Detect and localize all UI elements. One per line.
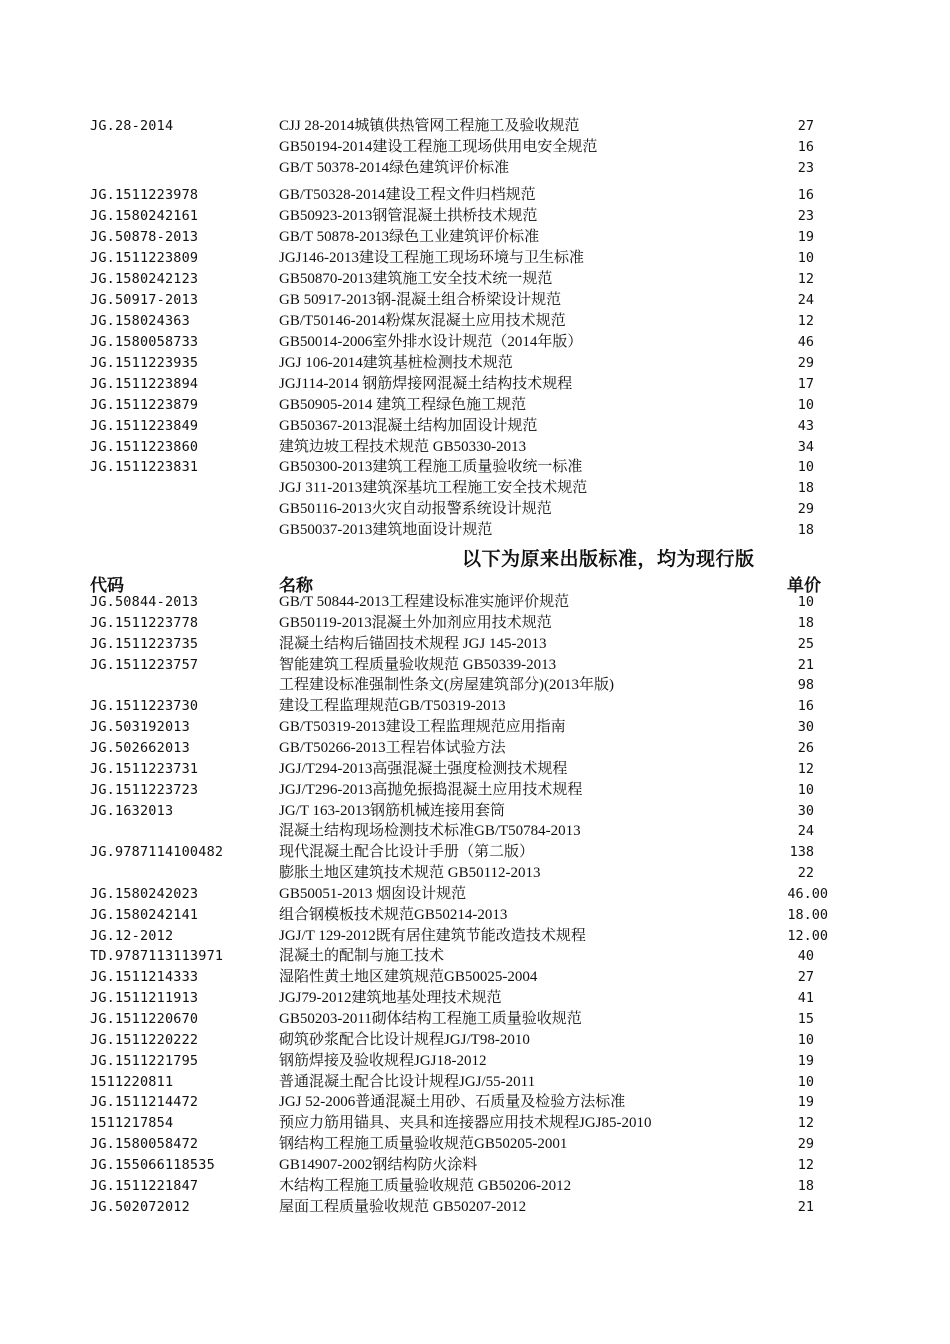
row-code: JG.1511223831 xyxy=(90,459,199,475)
row-price: 19 xyxy=(797,1094,814,1110)
row-title: GB50116-2013火灾自动报警系统设计规范 xyxy=(279,501,552,517)
row-price: 23 xyxy=(797,160,814,176)
row-price: 22 xyxy=(797,865,814,881)
row-price: 29 xyxy=(797,501,814,517)
table-row xyxy=(0,499,950,520)
row-title: GB50300-2013建筑工程施工质量验收统一标准 xyxy=(279,459,583,475)
row-code: JG.1511223735 xyxy=(90,636,199,652)
row-price: 10 xyxy=(797,250,814,266)
row-code: TD.9787113113971 xyxy=(90,948,224,964)
row-title: 钢结构工程施工质量验收规范GB50205-2001 xyxy=(279,1136,568,1152)
row-code: JG.503192013 xyxy=(90,719,190,735)
table-row xyxy=(0,248,950,269)
row-code: JG.158024363 xyxy=(90,313,190,329)
row-price: 30 xyxy=(797,719,814,735)
table-row xyxy=(0,374,950,395)
row-title: 钢筋焊接及验收规程JGJ18-2012 xyxy=(279,1053,487,1069)
row-code: JG.1511223849 xyxy=(90,418,199,434)
row-title: JGJ146-2013建设工程施工现场环境与卫生标准 xyxy=(279,250,585,266)
row-title: GB/T50328-2014建设工程文件归档规范 xyxy=(279,187,536,203)
row-title: GB50119-2013混凝土外加剂应用技术规范 xyxy=(279,615,552,631)
row-title: 工程建设标准强制性条文(房屋建筑部分)(2013年版) xyxy=(279,677,614,693)
table-row xyxy=(0,675,950,696)
row-code: JG.502072012 xyxy=(90,1199,190,1215)
row-title: GB50905-2014 建筑工程绿色施工规范 xyxy=(279,397,527,413)
row-price: 18 xyxy=(797,615,814,631)
row-price: 34 xyxy=(797,439,814,455)
table-row xyxy=(0,269,950,290)
table-row xyxy=(0,1009,950,1030)
row-code: JG.28-2014 xyxy=(90,118,174,134)
row-code: JG.1580242161 xyxy=(90,208,199,224)
row-price: 10 xyxy=(797,459,814,475)
table-row xyxy=(0,842,950,863)
row-code: JG.1511223935 xyxy=(90,355,199,371)
row-title: 建筑边坡工程技术规范 GB50330-2013 xyxy=(279,439,527,455)
row-code: JG.155066118535 xyxy=(90,1157,215,1173)
row-code: JG.1511214472 xyxy=(90,1094,199,1110)
row-code: JG.1580242123 xyxy=(90,271,199,287)
row-title: 湿陷性黄土地区建筑规范GB50025-2004 xyxy=(279,969,538,985)
row-title: GB50870-2013建筑施工安全技术统一规范 xyxy=(279,271,553,287)
row-price: 12.00 xyxy=(787,928,828,944)
row-code: JG.1511223978 xyxy=(90,187,199,203)
table-row xyxy=(0,311,950,332)
row-code: JG.1580242141 xyxy=(90,907,199,923)
row-price: 18 xyxy=(797,522,814,538)
row-code: JG.1511223809 xyxy=(90,250,199,266)
row-price: 16 xyxy=(797,139,814,155)
row-price: 12 xyxy=(797,271,814,287)
row-price: 21 xyxy=(797,1199,814,1215)
row-title: 预应力筋用锚具、夹具和连接器应用技术规程JGJ85-2010 xyxy=(279,1115,652,1131)
row-price: 21 xyxy=(797,657,814,673)
row-price: 40 xyxy=(797,948,814,964)
row-code: JG.1580058733 xyxy=(90,334,199,350)
row-title: JGJ/T296-2013高抛免振捣混凝土应用技术规程 xyxy=(279,782,583,798)
row-price: 43 xyxy=(797,418,814,434)
table-row xyxy=(0,478,950,499)
table-row xyxy=(0,592,950,613)
row-price: 138 xyxy=(789,844,814,860)
row-code: JG.1580242023 xyxy=(90,886,199,902)
row-code: JG.1511223879 xyxy=(90,397,199,413)
table-row xyxy=(0,613,950,634)
row-title: JG/T 163-2013钢筋机械连接用套筒 xyxy=(279,803,505,819)
table-row xyxy=(0,780,950,801)
row-code: JG.1511214333 xyxy=(90,969,199,985)
row-price: 24 xyxy=(797,823,814,839)
table-row xyxy=(0,158,950,179)
row-price: 15 xyxy=(797,1011,814,1027)
row-code: 1511217854 xyxy=(90,1115,174,1131)
table-row xyxy=(0,821,950,842)
row-code: JG.1511221847 xyxy=(90,1178,199,1194)
table-row xyxy=(0,884,950,905)
table-row xyxy=(0,738,950,759)
row-code: JG.1511223731 xyxy=(90,761,199,777)
row-title: 膨胀土地区建筑技术规范 GB50112-2013 xyxy=(279,865,541,881)
row-price: 16 xyxy=(797,187,814,203)
row-code: JG.1511221795 xyxy=(90,1053,199,1069)
table-row xyxy=(0,801,950,822)
table-row xyxy=(0,696,950,717)
row-price: 26 xyxy=(797,740,814,756)
table-row xyxy=(0,1197,950,1218)
row-price: 12 xyxy=(797,761,814,777)
table-row xyxy=(0,1072,950,1093)
table-row xyxy=(0,988,950,1009)
row-title: GB/T50146-2014粉煤灰混凝土应用技术规范 xyxy=(279,313,566,329)
row-code: JG.1632013 xyxy=(90,803,174,819)
row-price: 18.00 xyxy=(787,907,828,923)
row-title: GB/T 50878-2013绿色工业建筑评价标准 xyxy=(279,229,540,245)
row-price: 29 xyxy=(797,355,814,371)
table-row xyxy=(0,416,950,437)
row-title: 智能建筑工程质量验收规范 GB50339-2013 xyxy=(279,657,557,673)
row-price: 18 xyxy=(797,480,814,496)
row-code: JG.1511220222 xyxy=(90,1032,199,1048)
table-row xyxy=(0,1051,950,1072)
table-row xyxy=(0,353,950,374)
row-price: 18 xyxy=(797,1178,814,1194)
table-row xyxy=(0,967,950,988)
row-price: 10 xyxy=(797,1074,814,1090)
table-row xyxy=(0,863,950,884)
row-price: 10 xyxy=(797,1032,814,1048)
table-row xyxy=(0,1113,950,1134)
table-row xyxy=(0,137,950,158)
table-row xyxy=(0,520,950,541)
row-title: 屋面工程质量验收规范 GB50207-2012 xyxy=(279,1199,527,1215)
row-code: JG.1511220670 xyxy=(90,1011,199,1027)
row-title: GB50014-2006室外排水设计规范（2014年版） xyxy=(279,334,583,350)
row-title: GB/T 50378-2014绿色建筑评价标准 xyxy=(279,160,510,176)
row-price: 24 xyxy=(797,292,814,308)
row-price: 10 xyxy=(797,782,814,798)
row-title: GB50203-2011砌体结构工程施工质量验收规范 xyxy=(279,1011,582,1027)
row-code: JG.1511223723 xyxy=(90,782,199,798)
table-row xyxy=(0,227,950,248)
row-title: JGJ 106-2014建筑基桩检测技术规范 xyxy=(279,355,513,371)
row-title: 砌筑砂浆配合比设计规程JGJ/T98-2010 xyxy=(279,1032,530,1048)
row-code: JG.12-2012 xyxy=(90,928,174,944)
row-code: 1511220811 xyxy=(90,1074,174,1090)
row-title: 建设工程监理规范GB/T50319-2013 xyxy=(279,698,506,714)
row-title: JGJ/T294-2013高强混凝土强度检测技术规程 xyxy=(279,761,568,777)
row-price: 27 xyxy=(797,969,814,985)
row-title: JGJ 52-2006普通混凝土用砂、石质量及检验方法标准 xyxy=(279,1094,626,1110)
row-title: JGJ/T 129-2012既有居住建筑节能改造技术规程 xyxy=(279,928,586,944)
row-title: 现代混凝土配合比设计手册（第二版） xyxy=(279,844,535,860)
table-row xyxy=(0,206,950,227)
row-price: 19 xyxy=(797,229,814,245)
row-title: JGJ79-2012建筑地基处理技术规范 xyxy=(279,990,502,1006)
table-row xyxy=(0,946,950,967)
row-title: JGJ114-2014 钢筋焊接网混凝土结构技术规程 xyxy=(279,376,573,392)
row-title: 混凝土结构后锚固技术规程 JGJ 145-2013 xyxy=(279,636,547,652)
row-code: JG.50844-2013 xyxy=(90,594,199,610)
table-row xyxy=(0,185,950,206)
row-title: GB14907-2002钢结构防火涂料 xyxy=(279,1157,478,1173)
table-row xyxy=(0,1176,950,1197)
row-code: JG.1511223778 xyxy=(90,615,199,631)
row-title: CJJ 28-2014城镇供热管网工程施工及验收规范 xyxy=(279,118,580,134)
row-price: 17 xyxy=(797,376,814,392)
row-code: JG.502662013 xyxy=(90,740,190,756)
table-row xyxy=(0,1092,950,1113)
row-title: GB 50917-2013钢-混凝土组合桥梁设计规范 xyxy=(279,292,562,308)
row-title: GB/T 50844-2013工程建设标准实施评价规范 xyxy=(279,594,570,610)
row-title: JGJ 311-2013建筑深基坑工程施工安全技术规范 xyxy=(279,480,588,496)
row-title: GB50037-2013建筑地面设计规范 xyxy=(279,522,493,538)
row-title: GB/T50319-2013建设工程监理规范应用指南 xyxy=(279,719,566,735)
row-price: 27 xyxy=(797,118,814,134)
table-row xyxy=(0,926,950,947)
row-code: JG.1580058472 xyxy=(90,1136,199,1152)
table-row xyxy=(0,1030,950,1051)
table-row xyxy=(0,116,950,137)
row-code: JG.9787114100482 xyxy=(90,844,224,860)
row-price: 46.00 xyxy=(787,886,828,902)
row-title: 混凝土的配制与施工技术 xyxy=(279,948,445,964)
row-title: GB50923-2013钢管混凝土拱桥技术规范 xyxy=(279,208,538,224)
table-row xyxy=(0,655,950,676)
header-price: 单价 xyxy=(787,576,821,596)
header-name: 名称 xyxy=(279,576,313,596)
row-title: 组合钢模板技术规范GB50214-2013 xyxy=(279,907,508,923)
row-title: GB50367-2013混凝土结构加固设计规范 xyxy=(279,418,538,434)
row-price: 30 xyxy=(797,803,814,819)
row-price: 16 xyxy=(797,698,814,714)
row-title: GB/T50266-2013工程岩体试验方法 xyxy=(279,740,506,756)
row-code: JG.1511223860 xyxy=(90,439,199,455)
row-price: 19 xyxy=(797,1053,814,1069)
row-code: JG.1511223757 xyxy=(90,657,199,673)
section-title: 以下为原来出版标准，均为现行版 xyxy=(462,548,755,570)
row-price: 10 xyxy=(797,397,814,413)
table-row xyxy=(0,634,950,655)
row-price: 10 xyxy=(797,594,814,610)
row-title: 木结构工程施工质量验收规范 GB50206-2012 xyxy=(279,1178,572,1194)
row-price: 41 xyxy=(797,990,814,1006)
table-row xyxy=(0,905,950,926)
table-row xyxy=(0,1134,950,1155)
table-row xyxy=(0,332,950,353)
row-price: 46 xyxy=(797,334,814,350)
table-row xyxy=(0,437,950,458)
table-row xyxy=(0,717,950,738)
table-row xyxy=(0,1155,950,1176)
table-row xyxy=(0,290,950,311)
row-title: 普通混凝土配合比设计规程JGJ/55-2011 xyxy=(279,1074,536,1090)
row-code: JG.1511223894 xyxy=(90,376,199,392)
row-price: 12 xyxy=(797,1115,814,1131)
row-price: 12 xyxy=(797,313,814,329)
row-price: 12 xyxy=(797,1157,814,1173)
header-code: 代码 xyxy=(90,576,124,596)
row-price: 98 xyxy=(797,677,814,693)
table-row xyxy=(0,395,950,416)
row-price: 25 xyxy=(797,636,814,652)
row-title: GB50051-2013 烟囱设计规范 xyxy=(279,886,467,902)
row-title: 混凝土结构现场检测技术标准GB/T50784-2013 xyxy=(279,823,581,839)
row-code: JG.1511223730 xyxy=(90,698,199,714)
row-code: JG.50917-2013 xyxy=(90,292,199,308)
row-price: 23 xyxy=(797,208,814,224)
table-row xyxy=(0,457,950,478)
row-title: GB50194-2014建设工程施工现场供用电安全规范 xyxy=(279,139,598,155)
row-code: JG.50878-2013 xyxy=(90,229,199,245)
row-code: JG.1511211913 xyxy=(90,990,199,1006)
table-row xyxy=(0,759,950,780)
row-price: 29 xyxy=(797,1136,814,1152)
